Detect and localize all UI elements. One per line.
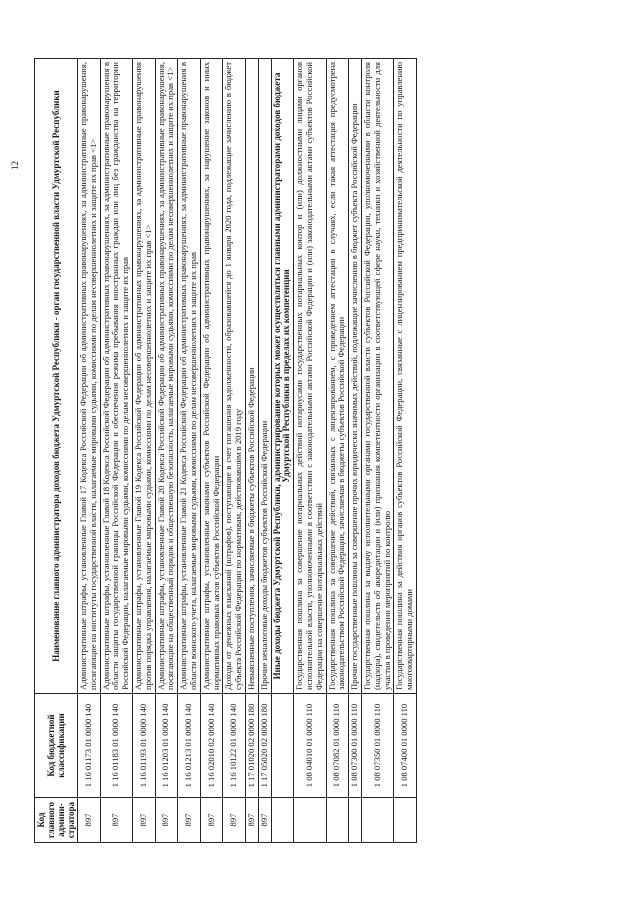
admin-code-cell [394,798,417,843]
table-row [132,59,155,843]
table-row [245,59,258,843]
table-row [394,59,417,843]
revenue-name-cell: Невыясненные поступления, зачисляемые в бюджеты субъектов Российской Федерации [245,59,258,694]
table-row [258,59,271,843]
revenue-name-cell: Административные штрафы, установленные Главой 21 Кодекса Российской Федерации об административных правонарушениях, за административные правонарушения в области воинского учета, налагаемые мировыми судьями, комиссиями по делам несовершеннолетних и защите их прав [178,59,201,694]
revenue-name-cell: Административные штрафы, установленные Главой 18 Кодекса Российской Федерации об административных правонарушениях, за административные правонарушения в области защиты государственной границы Российской Федерации и обеспечения режима пребывания иностранных граждан или лиц без гражданства на территории Российской Федерации, налагаемые мировыми судьями, комиссиями по делам несовершеннолетних и защите их прав [100,59,132,694]
budget-code-cell: 1 16 01183 01 0000 140 [100,694,132,798]
revenue-name-cell: Государственная пошлина за совершение действий, связанных с лицензированием, с проведением аттестации в случаях, если такая аттестация предусмотрена законодательством Российской Федерации, зачисляемая в бюджеты субъектов Российской Федерации [326,59,349,694]
table-row [326,59,349,843]
table-row [349,59,362,843]
header-admin-code: Код главного админи-стратора [35,798,78,843]
budget-code-cell: 1 17 05020 02 0000 180 [258,694,271,798]
page-number: 12 [10,161,20,170]
table-row [294,59,326,843]
admin-code-cell [294,798,326,843]
admin-code-cell: 897 [155,798,178,843]
admin-code-cell [349,798,362,843]
admin-code-cell: 897 [178,798,201,843]
admin-code-cell [361,798,393,843]
budget-code-cell: 1 16 10122 01 0000 140 [223,694,246,798]
header-name: Наименование главного администратора доходов бюджета Удмуртской Республики - орган государственной власти Удмуртской Республики [35,59,78,694]
table-row [100,59,132,843]
budget-code-cell: 1 08 04010 01 0000 110 [294,694,326,798]
budget-code-cell: 1 16 01173 01 0000 140 [78,694,101,798]
revenue-name-cell: Административные штрафы, установленные Главой 20 Кодекса Российской Федерации об административных правонарушениях, за административные правонарушения, посягающие на общественный порядок и общественную безопасность, налагаемые мировыми судьями, комиссиями по делам несовершеннолетних и защите их прав <1> [155,59,178,694]
budget-code-cell: 1 16 01193 01 0000 140 [132,694,155,798]
revenue-name-cell: Государственная пошлина за действия органов субъектов Российской Федерации, связанные с лицензированием предпринимательской деятельности по управлению многоквартирными домами [394,59,417,694]
table-row [200,59,223,843]
revenue-name-cell: Государственная пошлина за совершение нотариальных действий нотариусами государственных нотариальных контор и (или) должностными лицами органов исполнительной власти, уполномоченными в соответствии с законодательными актами Российской Федерации и (или) законодательными актами субъектов Российской Федерации на совершение нотариальных действий [294,59,326,694]
revenue-name-cell: Административные штрафы, установленные Главой 19 Кодекса Российской Федерации об административных правонарушениях, за административные правонарушения против порядка управления, налагаемые мировыми судьями, комиссиями по делам несовершеннолетних и защите их прав <1> [132,59,155,694]
section-title: Иные доходы бюджета Удмуртской Республики, администрирование которых может осуществляться главными администраторами доходов бюджета Удмуртской Республики в пределах их компетенции [271,59,294,694]
section-row [271,59,294,843]
revenue-name-cell: Доходы от денежных взысканий (штрафов), поступающие в счет погашения задолженности, образовавшейся до 1 января 2020 года, подлежащие зачислению в бюджет субъекта Российской Федерации по нормативам, действовавшим в 2019 году [223,59,246,694]
budget-code-cell: 1 08 07300 01 0000 110 [349,694,362,798]
budget-code-cell: 1 08 07350 01 0000 110 [361,694,393,798]
revenue-name-cell: Административные штрафы, установленные Главой 17 Кодекса Российской Федерации об административных правонарушениях, за административные правонарушения, посягающие на институты государственной власти, налагаемые мировыми судьями, комиссиями по делам несовершеннолетних и защите их прав <1> [78,59,101,694]
budget-code-cell: 1 08 07400 01 0000 110 [394,694,417,798]
revenue-name-cell: Государственная пошлина за выдачу исполнительными органами государственной власти субъектов Российской Федерации, уполномоченными в области контроля (надзора), свидетельств об аккредитации и (или) признания компетентности организации в соответствующей сфере науки, техники и хозяйственной деятельности для участия в проведении мероприятий по контролю [361,59,393,694]
revenue-name-cell: Прочие неналоговые доходы бюджетов субъектов Российской Федерации [258,59,271,694]
table-row [361,59,393,843]
table-row [78,59,101,843]
revenue-name-cell: Прочие государственные пошлины за совершение прочих юридически значимых действий, подлежащие зачислению в бюджет субъекта Российской Федерации [349,59,362,694]
budget-code-cell: 1 16 01213 01 0000 140 [178,694,201,798]
empty-cell [271,694,294,798]
admin-code-cell: 897 [100,798,132,843]
revenue-name-cell: Административные штрафы, установленные законами субъектов Российской Федерации об административных правонарушениях, за нарушение законов и иных нормативных правовых актов субъектов Российской Федерации [200,59,223,694]
admin-code-cell: 897 [258,798,271,843]
admin-code-cell: 897 [78,798,101,843]
admin-code-cell: 897 [200,798,223,843]
table-header-row [35,59,78,843]
rotated-page [34,59,634,843]
admin-code-cell: 897 [223,798,246,843]
admin-code-cell [326,798,349,843]
table-row [223,59,246,843]
budget-code-cell: 1 16 01203 01 0000 140 [155,694,178,798]
header-budget-code: Код бюджетной классификации [35,694,78,798]
revenue-administrators-table [34,58,417,843]
budget-code-cell: 1 16 02010 02 0000 140 [200,694,223,798]
admin-code-cell: 897 [132,798,155,843]
table-row [178,59,201,843]
table-row [155,59,178,843]
admin-code-cell: 897 [245,798,258,843]
empty-cell [271,798,294,843]
budget-code-cell: 1 17 01020 02 0000 180 [245,694,258,798]
budget-code-cell: 1 08 07082 01 0000 110 [326,694,349,798]
